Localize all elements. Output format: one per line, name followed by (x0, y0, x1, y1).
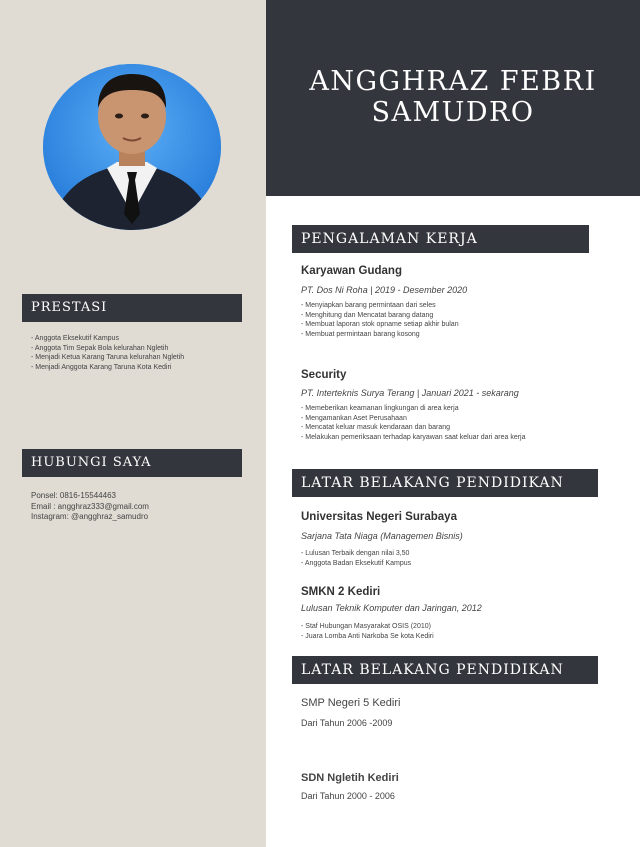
education-heading: LATAR BELAKANG PENDIDIKAN (292, 469, 598, 497)
list-item: - Staf Hubungan Masyarakat OSIS (2010) (301, 623, 431, 630)
candidate-name: ANGGHRAZ FEBRI SAMUDRO (309, 66, 597, 128)
school-detail: Sarjana Tata Niaga (Managemen Bisnis) (301, 531, 463, 541)
list-item: - Anggota Eksekutif Kampus (31, 335, 119, 342)
list-item: - Lulusan Terbaik dengan nilai 3,50 (301, 550, 410, 557)
job-title: Karyawan Gudang (301, 265, 402, 277)
contact-info (31, 491, 149, 523)
list-item: - Menyiapkan barang permintaan dari seles (301, 302, 436, 309)
job-duties (301, 301, 459, 339)
list-item: - Juara Lomba Anti Narkoba Se kota Kediri (301, 632, 434, 640)
email-address: Email : angghraz333@gmail.com (31, 501, 149, 511)
job-company: PT. Dos Ni Roha | 2019 - Desember 2020 (301, 285, 468, 295)
instagram-handle: Instagram: @angghraz_samudro (31, 512, 149, 521)
school-notes (301, 549, 411, 568)
portrait-illustration (43, 64, 221, 230)
school-notes (301, 622, 434, 641)
school-name: SMKN 2 Kediri (301, 586, 381, 598)
school-name: SDN Ngletih Kediri (301, 772, 399, 784)
list-item: - Mencatat keluar masuk kendaraan dan barang (301, 424, 451, 431)
list-item: - Memeberikan keamanan lingkungan di area kerja (301, 405, 459, 412)
list-item: - Melakukan pemeriksaan terhadap karyawan saat keluar dari area kerja (301, 433, 526, 441)
education-heading-2: LATAR BELAKANG PENDIDIKAN (292, 656, 598, 684)
contact-heading: HUBUNGI SAYA (22, 449, 242, 477)
job-company: PT. Interteknis Surya Terang | Januari 2021 - sekarang (301, 388, 519, 398)
school-detail: Lulusan Teknik Komputer dan Jaringan, 2012 (301, 603, 482, 613)
list-item: - Mengamankan Aset Perusahaan (301, 414, 407, 422)
profile-photo (43, 64, 221, 230)
list-item: - Menghitung dan Mencatat barang datang (301, 311, 434, 319)
list-item: - Membuat permintaan barang kosong (301, 330, 420, 338)
phone-number: Ponsel: 0816-15544463 (31, 491, 116, 500)
job-title: Security (301, 369, 347, 381)
list-item: - Menjadi Anggota Karang Taruna Kota Kediri (31, 363, 172, 371)
experience-heading: PENGALAMAN KERJA (292, 225, 589, 253)
school-years: Dari Tahun 2000 - 2006 (301, 791, 395, 801)
list-item: - Anggota Badan Eksekutif Kampus (301, 559, 412, 567)
list-item: - Menjadi Ketua Karang Taruna kelurahan Ngletih (31, 354, 185, 361)
job-duties (301, 404, 526, 442)
list-item: - Membuat laporan stok opname setiap akhir bulan (301, 321, 459, 328)
prestasi-heading: PRESTASI (22, 294, 242, 322)
list-item: - Anggota Tim Sepak Bola kelurahan Ngletih (31, 344, 169, 352)
school-name: Universitas Negeri Surabaya (301, 511, 457, 523)
school-name: SMP Negeri 5 Kediri (301, 697, 401, 709)
prestasi-list (31, 334, 184, 372)
school-years: Dari Tahun 2006 -2009 (301, 718, 393, 728)
